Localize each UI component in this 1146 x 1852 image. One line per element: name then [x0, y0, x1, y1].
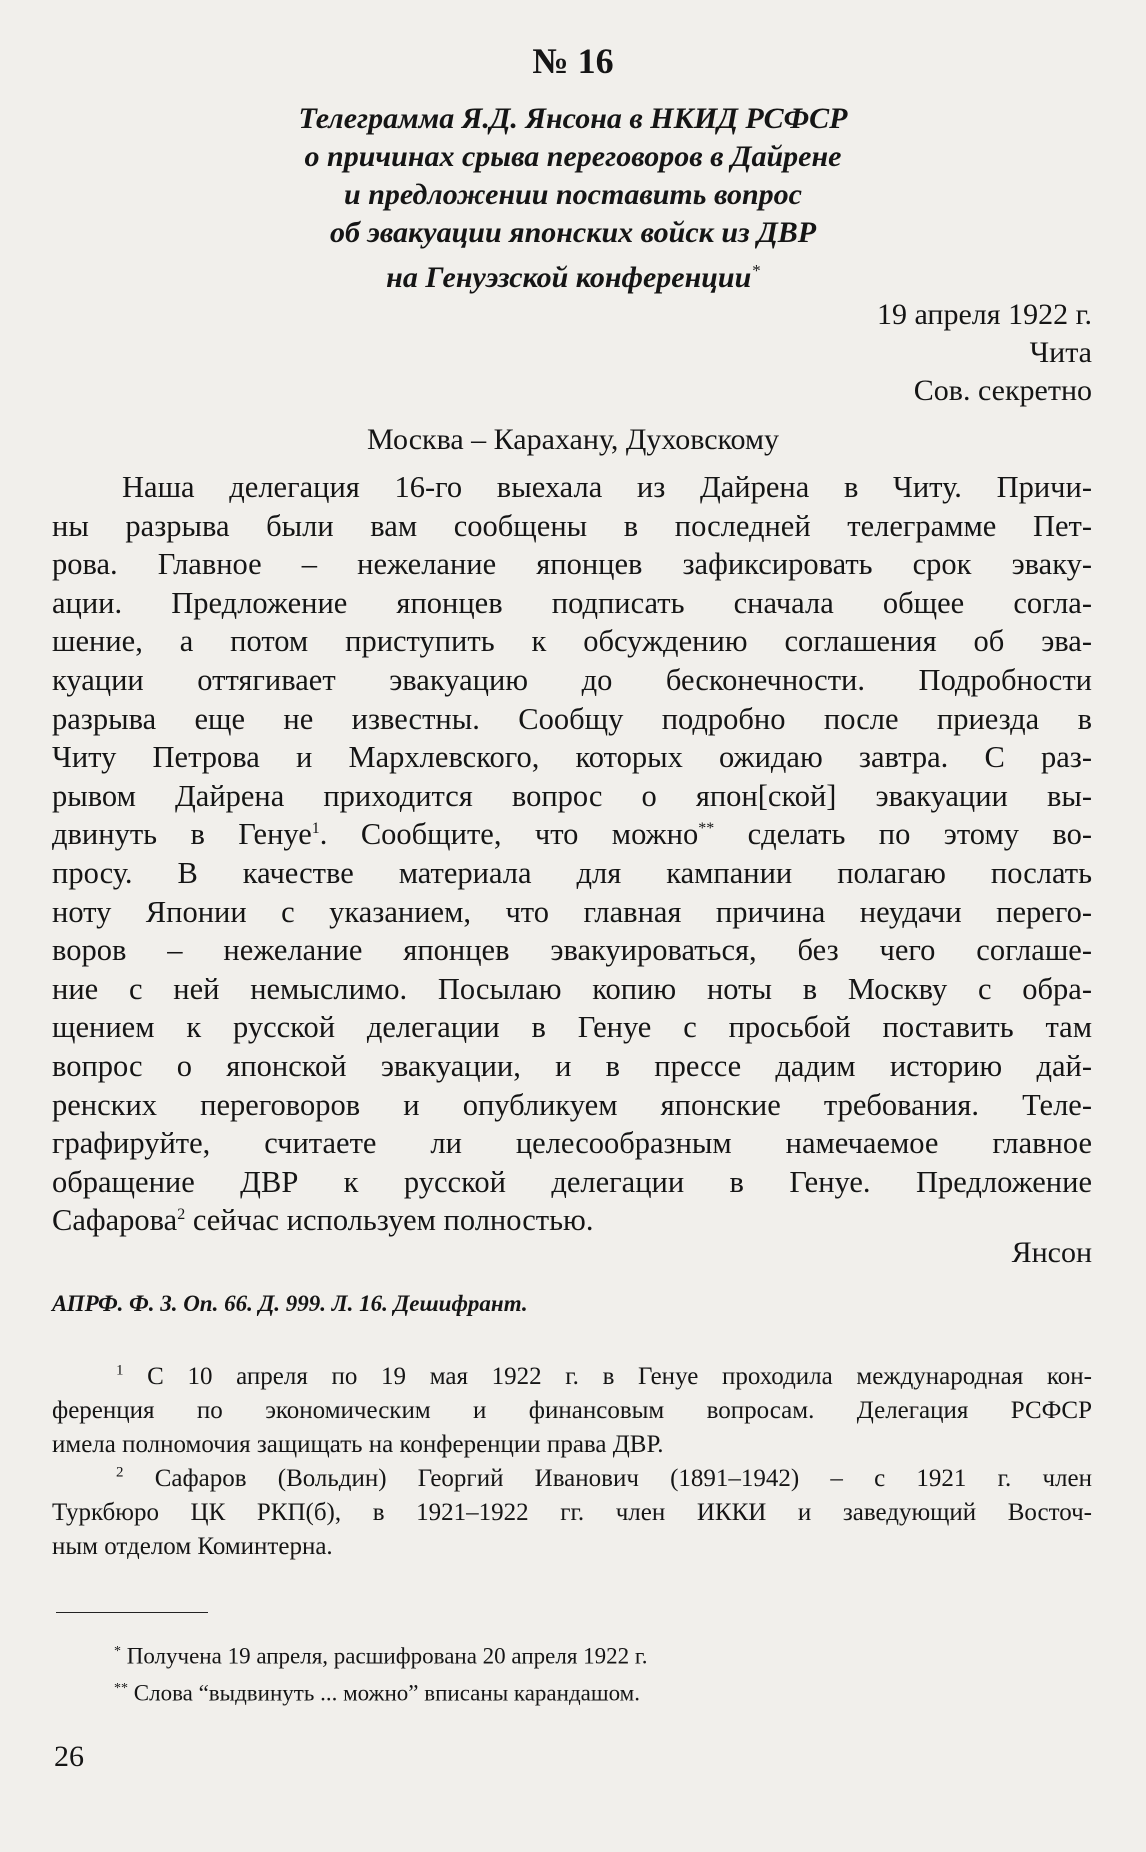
body-line [52, 970, 1092, 1009]
footnote-line [52, 1462, 1092, 1496]
title-line [180, 252, 966, 297]
body-line [52, 1124, 1092, 1163]
document-date: 19 апреля 1922 г. [877, 298, 1092, 331]
archive-source: АПРФ. Ф. 3. Оп. 66. Д. 999. Л. 16. Дешифрант. [52, 1291, 528, 1316]
footnote-line [52, 1428, 1092, 1462]
star-note-text: Слова “выдвинуть ... можно” вписаны карандашом. [128, 1680, 640, 1706]
body-line [52, 545, 1092, 584]
body-line [52, 931, 1092, 970]
telegram-body [52, 468, 1092, 1240]
footnotes [52, 1360, 1092, 1564]
body-line [52, 700, 1092, 739]
addressee: Москва – Карахану, Духовскому [367, 423, 779, 456]
body-text: просу. В качестве материала для кампании полагаю послать [52, 855, 1092, 890]
body-text: обращение ДВР к русской делегации в Генуе. Предложение [52, 1164, 1092, 1199]
body-line [52, 507, 1092, 546]
document-place: Чита [1029, 336, 1092, 369]
body-line [52, 1163, 1092, 1202]
star-note-mark: ** [114, 1680, 128, 1696]
footnote-text: С 10 апреля по 19 мая 1922 г. в Генуе проходила международная кон- [123, 1363, 1092, 1390]
title-line: о причинах срыва переговоров в Дайрене [304, 140, 842, 173]
body-line [52, 1008, 1092, 1047]
star-note [114, 1673, 648, 1710]
body-line [52, 815, 1092, 854]
body-text: сейчас используем полностью. [185, 1203, 594, 1238]
body-line [52, 468, 1092, 507]
body-text: ации. Предложение японцев подписать сначала общее согла- [52, 585, 1092, 620]
document-number: № 16 [532, 41, 614, 81]
body-text: щением к русской делегации в Генуе с просьбой поставить там [52, 1010, 1092, 1045]
footnote-line [52, 1360, 1092, 1394]
body-text: сделать по этому во- [714, 817, 1092, 852]
footnote-text: имела полномочия защищать на конференции права ДВР. [52, 1431, 664, 1458]
star-notes [114, 1636, 648, 1709]
body-text: Читу Петрова и Мархлевского, которых ожидаю завтра. С раз- [52, 740, 1092, 775]
body-line [52, 1086, 1092, 1125]
body-line [52, 777, 1092, 816]
footnote-ref: 1 [311, 820, 320, 838]
body-text: графируйте, считаете ли целесообразным намечаемое главное [52, 1126, 1092, 1161]
body-text: рова. Главное – нежелание японцев зафиксировать срок эваку- [52, 547, 1092, 582]
body-text: Наша делегация 16-го выехала из Дайрена в Читу. Причи- [122, 470, 1092, 504]
document-title [180, 100, 966, 297]
footnote-line [52, 1530, 1092, 1564]
body-line [52, 1201, 1092, 1240]
body-text: ны разрыва были вам сообщены в последней телеграмме Пет- [52, 508, 1092, 543]
body-text: вопрос о японской эвакуации, и в прессе дадим историю дай- [52, 1048, 1092, 1083]
title-line: об эвакуации японских войск из ДВР [329, 216, 817, 249]
body-text: ноту Японии с указанием, что главная причина неудачи перего- [52, 894, 1092, 929]
body-line [52, 584, 1092, 623]
body-text: двинуть в Генуе [52, 817, 312, 852]
body-text: . Сообщите, что можно [319, 817, 699, 852]
footnote-mark: 2 [116, 1464, 124, 1481]
body-text: шение, а потом приступить к обсуждению соглашения об эва- [52, 624, 1092, 659]
title-footnote-mark: * [751, 261, 760, 280]
footnote-line [52, 1496, 1092, 1530]
body-text: разрыва еще не известны. Сообщу подробно после приезда в [52, 701, 1092, 736]
footnote-ref: ** [698, 820, 715, 838]
body-text: куации оттягивает эвакуацию до бесконечности. Подробности [52, 662, 1092, 697]
footnote-rule [56, 1612, 208, 1613]
body-text: воров – нежелание японцев эвакуироваться, без чего соглаше- [52, 933, 1092, 968]
body-line [52, 661, 1092, 700]
footnote-ref: 2 [177, 1206, 186, 1224]
body-text: Сафарова [52, 1203, 178, 1238]
title-line-text: на Генуэзской конференции [386, 261, 752, 294]
footnote-mark: 1 [116, 1362, 124, 1379]
signature: Янсон [1011, 1236, 1092, 1269]
page-number: 26 [54, 1740, 84, 1773]
body-line [52, 738, 1092, 777]
footnote-text: ным отделом Коминтерна. [52, 1533, 333, 1560]
body-text: ние с ней немыслимо. Посылаю копию ноты в Москву с обра- [52, 971, 1092, 1006]
footnote-text: ференция по экономическим и финансовым вопросам. Делегация РСФСР [52, 1397, 1092, 1424]
body-text: рывом Дайрена приходится вопрос о япон[ской] эвакуации вы- [52, 778, 1092, 813]
body-line [52, 622, 1092, 661]
title-line: Телеграмма Я.Д. Янсона в НКИД РСФСР [298, 102, 848, 135]
star-note [114, 1636, 648, 1673]
classification-mark: Сов. секретно [913, 374, 1092, 407]
body-text: ренских переговоров и опубликуем японские требования. Теле- [52, 1087, 1092, 1122]
footnote-line [52, 1394, 1092, 1428]
title-line: и предложении поставить вопрос [344, 178, 802, 211]
footnote-text: Туркбюро ЦК РКП(б), в 1921–1922 гг. член ИККИ и заведующий Восточ- [52, 1499, 1092, 1526]
star-note-mark: * [114, 1644, 121, 1659]
footnote-text: Сафаров (Вольдин) Георгий Иванович (1891–1942) – с 1921 г. член [123, 1465, 1092, 1492]
star-note-text: Получена 19 апреля, расшифрована 20 апреля 1922 г. [121, 1643, 648, 1669]
body-line [52, 893, 1092, 932]
body-line [52, 854, 1092, 893]
body-line [52, 1047, 1092, 1086]
